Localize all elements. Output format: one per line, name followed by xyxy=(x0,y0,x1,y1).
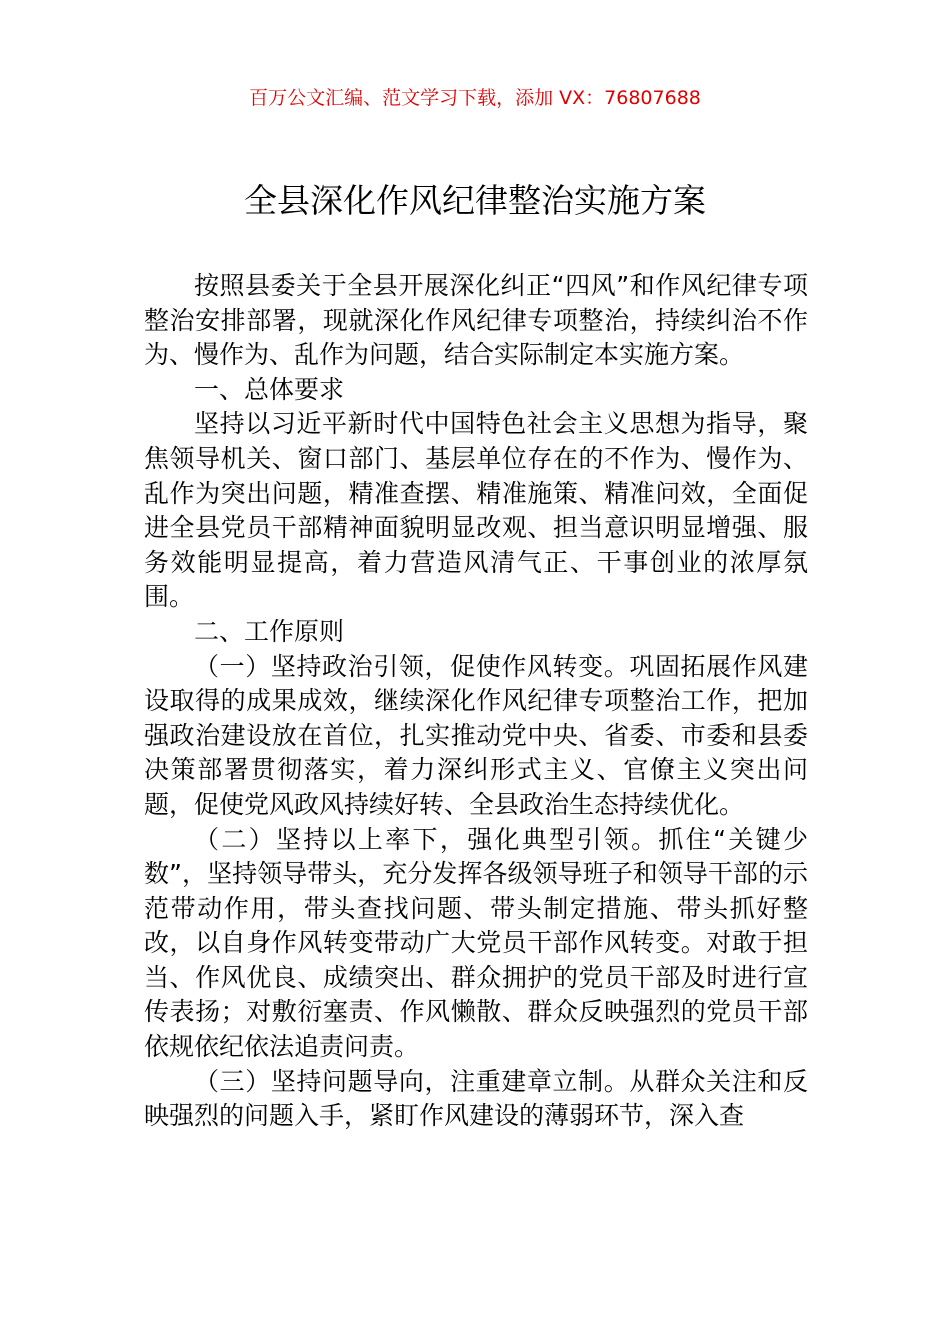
principle-paragraph-3: （三）坚持问题导向，注重建章立制。从群众关注和反映强烈的问题入手，紧盯作风建设的薄弱环节，深入查 xyxy=(144,1066,808,1131)
principle-paragraph-2: （二）坚持以上率下，强化典型引领。抓住“关键少数”，坚持领导带头，充分发挥各级领导班子和领导干部的示范带动作用，带头查找问题、带头制定措施、带头抓好整改，以自身作风转变带动广大党员干部作风转变。对敢于担当、作风优良、成绩突出、群众拥护的党员干部及时进行宣传表扬；对敷衍塞责、作风懒散、群众反映强烈的党员干部依规依纪依法追责问责。 xyxy=(144,824,808,1062)
section-heading-general-requirements: 一、总体要求 xyxy=(194,374,345,404)
document-body xyxy=(144,269,808,1134)
general-requirements-paragraph: 坚持以习近平新时代中国特色社会主义思想为指导，聚焦领导机关、窗口部门、基层单位存在的不作为、慢作为、乱作为突出问题，精准查摆、精准施策、精准问效，全面促进全县党员干部精神面貌明显改观、担当意识明显增强、服务效能明显提高，着力营造风清气正、干事创业的浓厚氛围。 xyxy=(144,409,808,612)
section-heading-work-principles: 二、工作原则 xyxy=(194,616,345,646)
header-note: 百万公文汇编、范文学习下载，添加 VX：76807688 xyxy=(249,87,701,109)
intro-paragraph: 按照县委关于全县开展深化纠正“四风”和作风纪律专项整治安排部署，现就深化作风纪律专项整治，持续纠治不作为、慢作为、乱作为问题，结合实际制定本实施方案。 xyxy=(144,271,808,370)
document-title: 全县深化作风纪律整治实施方案 xyxy=(244,181,706,220)
principle-paragraph-1: （一）坚持政治引领，促使作风转变。巩固拓展作风建设取得的成果成效，继续深化作风纪律专项整治工作，把加强政治建设放在首位，扎实推动党中央、省委、市委和县委决策部署贯彻落实，着力深纠形式主义、官僚主义突出问题，促使党风政风持续好转、全县政治生态持续优化。 xyxy=(144,651,808,819)
